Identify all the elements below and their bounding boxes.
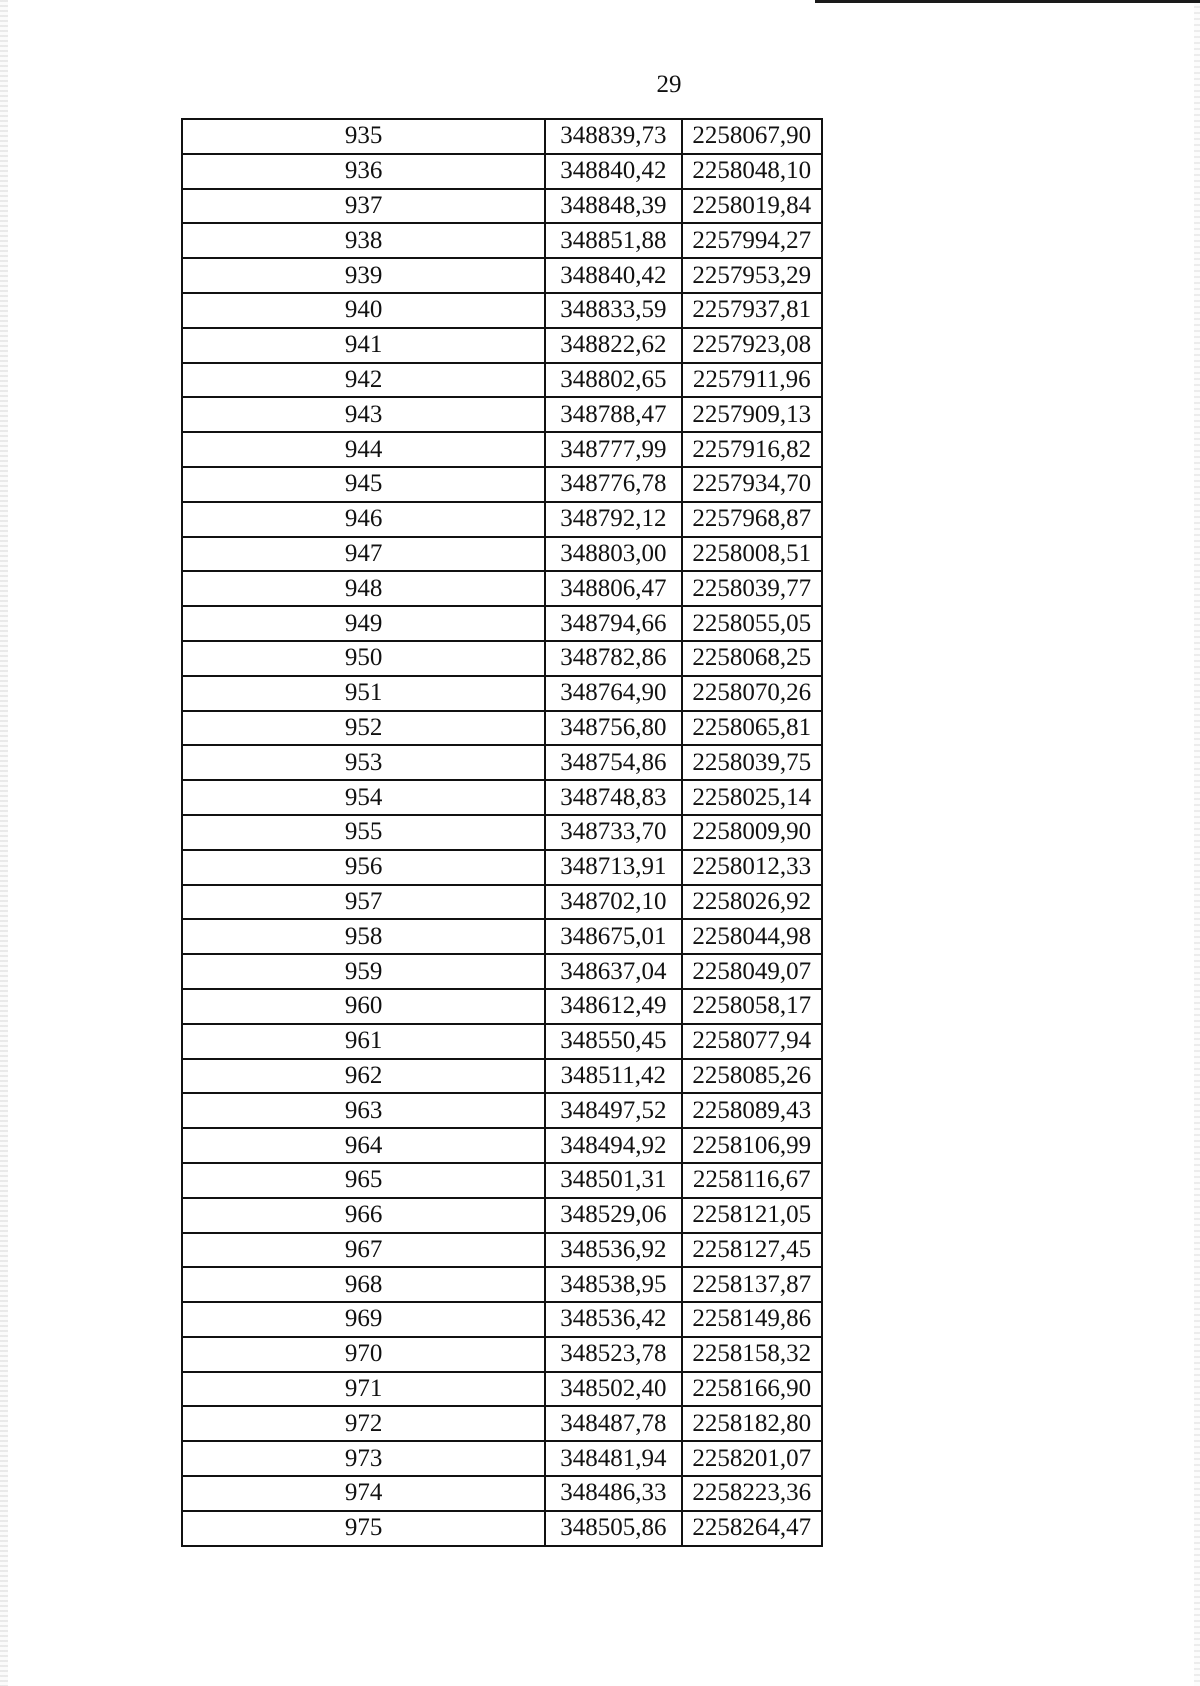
y-coordinate-cell: 2258106,99 bbox=[682, 1128, 822, 1163]
point-number-cell: 946 bbox=[182, 502, 545, 537]
y-coordinate-cell: 2258223,36 bbox=[682, 1476, 822, 1511]
point-number-cell: 951 bbox=[182, 676, 545, 711]
table-row bbox=[182, 676, 822, 711]
y-coordinate-cell: 2257953,29 bbox=[682, 258, 822, 293]
top-rule bbox=[815, 0, 1200, 3]
x-coordinate-cell: 348702,10 bbox=[545, 885, 681, 920]
y-coordinate-cell: 2257937,81 bbox=[682, 293, 822, 328]
x-coordinate-cell: 348502,40 bbox=[545, 1372, 681, 1407]
table-row bbox=[182, 432, 822, 467]
table-row bbox=[182, 954, 822, 989]
y-coordinate-cell: 2258048,10 bbox=[682, 154, 822, 189]
point-number-cell: 973 bbox=[182, 1441, 545, 1476]
table-row bbox=[182, 1163, 822, 1198]
point-number-cell: 972 bbox=[182, 1406, 545, 1441]
x-coordinate-cell: 348792,12 bbox=[545, 502, 681, 537]
point-number-cell: 944 bbox=[182, 432, 545, 467]
y-coordinate-cell: 2258058,17 bbox=[682, 989, 822, 1024]
page-number: 29 bbox=[656, 71, 682, 98]
x-coordinate-cell: 348822,62 bbox=[545, 328, 681, 363]
point-number-cell: 958 bbox=[182, 919, 545, 954]
table-row bbox=[182, 1476, 822, 1511]
point-number-cell: 956 bbox=[182, 850, 545, 885]
y-coordinate-cell: 2257916,82 bbox=[682, 432, 822, 467]
x-coordinate-cell: 348536,42 bbox=[545, 1302, 681, 1337]
y-coordinate-cell: 2257909,13 bbox=[682, 397, 822, 432]
x-coordinate-cell: 348494,92 bbox=[545, 1128, 681, 1163]
x-coordinate-cell: 348675,01 bbox=[545, 919, 681, 954]
point-number-cell: 955 bbox=[182, 815, 545, 850]
point-number-cell: 935 bbox=[182, 119, 545, 154]
y-coordinate-cell: 2258166,90 bbox=[682, 1372, 822, 1407]
point-number-cell: 957 bbox=[182, 885, 545, 920]
y-coordinate-cell: 2258049,07 bbox=[682, 954, 822, 989]
y-coordinate-cell: 2258127,45 bbox=[682, 1233, 822, 1268]
table-row bbox=[182, 745, 822, 780]
coordinates-table-body bbox=[182, 119, 822, 1546]
table-row bbox=[182, 119, 822, 154]
point-number-cell: 970 bbox=[182, 1337, 545, 1372]
point-number-cell: 948 bbox=[182, 571, 545, 606]
y-coordinate-cell: 2257994,27 bbox=[682, 223, 822, 258]
x-coordinate-cell: 348497,52 bbox=[545, 1093, 681, 1128]
y-coordinate-cell: 2257934,70 bbox=[682, 467, 822, 502]
point-number-cell: 941 bbox=[182, 328, 545, 363]
point-number-cell: 961 bbox=[182, 1024, 545, 1059]
point-number-cell: 947 bbox=[182, 537, 545, 572]
x-coordinate-cell: 348612,49 bbox=[545, 989, 681, 1024]
y-coordinate-cell: 2257968,87 bbox=[682, 502, 822, 537]
y-coordinate-cell: 2258039,75 bbox=[682, 745, 822, 780]
x-coordinate-cell: 348505,86 bbox=[545, 1511, 681, 1546]
table-row bbox=[182, 154, 822, 189]
y-coordinate-cell: 2258264,47 bbox=[682, 1511, 822, 1546]
x-coordinate-cell: 348733,70 bbox=[545, 815, 681, 850]
x-coordinate-cell: 348839,73 bbox=[545, 119, 681, 154]
x-coordinate-cell: 348777,99 bbox=[545, 432, 681, 467]
table-row bbox=[182, 1198, 822, 1233]
table-row bbox=[182, 1337, 822, 1372]
table-row bbox=[182, 1059, 822, 1094]
table-row bbox=[182, 1267, 822, 1302]
x-coordinate-cell: 348833,59 bbox=[545, 293, 681, 328]
y-coordinate-cell: 2258067,90 bbox=[682, 119, 822, 154]
x-coordinate-cell: 348754,86 bbox=[545, 745, 681, 780]
table-row bbox=[182, 1024, 822, 1059]
point-number-cell: 938 bbox=[182, 223, 545, 258]
table-row bbox=[182, 537, 822, 572]
table-row bbox=[182, 919, 822, 954]
y-coordinate-cell: 2258008,51 bbox=[682, 537, 822, 572]
x-coordinate-cell: 348637,04 bbox=[545, 954, 681, 989]
x-coordinate-cell: 348788,47 bbox=[545, 397, 681, 432]
y-coordinate-cell: 2258182,80 bbox=[682, 1406, 822, 1441]
table-row bbox=[182, 989, 822, 1024]
y-coordinate-cell: 2257923,08 bbox=[682, 328, 822, 363]
y-coordinate-cell: 2258201,07 bbox=[682, 1441, 822, 1476]
point-number-cell: 962 bbox=[182, 1059, 545, 1094]
point-number-cell: 969 bbox=[182, 1302, 545, 1337]
point-number-cell: 943 bbox=[182, 397, 545, 432]
table-row bbox=[182, 1441, 822, 1476]
table-row bbox=[182, 467, 822, 502]
table-row bbox=[182, 571, 822, 606]
point-number-cell: 967 bbox=[182, 1233, 545, 1268]
y-coordinate-cell: 2258116,67 bbox=[682, 1163, 822, 1198]
point-number-cell: 971 bbox=[182, 1372, 545, 1407]
x-coordinate-cell: 348713,91 bbox=[545, 850, 681, 885]
point-number-cell: 942 bbox=[182, 363, 545, 398]
y-coordinate-cell: 2258026,92 bbox=[682, 885, 822, 920]
x-coordinate-cell: 348840,42 bbox=[545, 154, 681, 189]
y-coordinate-cell: 2258068,25 bbox=[682, 641, 822, 676]
point-number-cell: 939 bbox=[182, 258, 545, 293]
point-number-cell: 966 bbox=[182, 1198, 545, 1233]
x-coordinate-cell: 348487,78 bbox=[545, 1406, 681, 1441]
x-coordinate-cell: 348764,90 bbox=[545, 676, 681, 711]
x-coordinate-cell: 348756,80 bbox=[545, 711, 681, 746]
y-coordinate-cell: 2258019,84 bbox=[682, 189, 822, 224]
x-coordinate-cell: 348481,94 bbox=[545, 1441, 681, 1476]
x-coordinate-cell: 348748,83 bbox=[545, 780, 681, 815]
table-row bbox=[182, 258, 822, 293]
y-coordinate-cell: 2258012,33 bbox=[682, 850, 822, 885]
scan-left-edge bbox=[0, 0, 8, 1686]
y-coordinate-cell: 2258055,05 bbox=[682, 606, 822, 641]
table-row bbox=[182, 293, 822, 328]
point-number-cell: 952 bbox=[182, 711, 545, 746]
table-row bbox=[182, 815, 822, 850]
table-row bbox=[182, 1302, 822, 1337]
point-number-cell: 949 bbox=[182, 606, 545, 641]
table-row bbox=[182, 1406, 822, 1441]
y-coordinate-cell: 2258039,77 bbox=[682, 571, 822, 606]
y-coordinate-cell: 2258158,32 bbox=[682, 1337, 822, 1372]
x-coordinate-cell: 348803,00 bbox=[545, 537, 681, 572]
y-coordinate-cell: 2258149,86 bbox=[682, 1302, 822, 1337]
y-coordinate-cell: 2258009,90 bbox=[682, 815, 822, 850]
table-row bbox=[182, 711, 822, 746]
table-row bbox=[182, 502, 822, 537]
x-coordinate-cell: 348511,42 bbox=[545, 1059, 681, 1094]
scan-right-edge bbox=[1194, 0, 1200, 1686]
table-row bbox=[182, 885, 822, 920]
point-number-cell: 959 bbox=[182, 954, 545, 989]
x-coordinate-cell: 348538,95 bbox=[545, 1267, 681, 1302]
table-row bbox=[182, 189, 822, 224]
point-number-cell: 960 bbox=[182, 989, 545, 1024]
coordinates-table bbox=[181, 118, 823, 1547]
y-coordinate-cell: 2258065,81 bbox=[682, 711, 822, 746]
table-row bbox=[182, 1233, 822, 1268]
y-coordinate-cell: 2258070,26 bbox=[682, 676, 822, 711]
y-coordinate-cell: 2258077,94 bbox=[682, 1024, 822, 1059]
x-coordinate-cell: 348848,39 bbox=[545, 189, 681, 224]
table-row bbox=[182, 397, 822, 432]
table-row bbox=[182, 780, 822, 815]
x-coordinate-cell: 348802,65 bbox=[545, 363, 681, 398]
x-coordinate-cell: 348851,88 bbox=[545, 223, 681, 258]
table-row bbox=[182, 1093, 822, 1128]
point-number-cell: 954 bbox=[182, 780, 545, 815]
point-number-cell: 937 bbox=[182, 189, 545, 224]
y-coordinate-cell: 2258089,43 bbox=[682, 1093, 822, 1128]
x-coordinate-cell: 348840,42 bbox=[545, 258, 681, 293]
point-number-cell: 953 bbox=[182, 745, 545, 780]
point-number-cell: 975 bbox=[182, 1511, 545, 1546]
y-coordinate-cell: 2258121,05 bbox=[682, 1198, 822, 1233]
x-coordinate-cell: 348536,92 bbox=[545, 1233, 681, 1268]
table-row bbox=[182, 223, 822, 258]
table-row bbox=[182, 850, 822, 885]
table-row bbox=[182, 606, 822, 641]
y-coordinate-cell: 2258085,26 bbox=[682, 1059, 822, 1094]
x-coordinate-cell: 348550,45 bbox=[545, 1024, 681, 1059]
table-row bbox=[182, 363, 822, 398]
point-number-cell: 940 bbox=[182, 293, 545, 328]
x-coordinate-cell: 348776,78 bbox=[545, 467, 681, 502]
point-number-cell: 945 bbox=[182, 467, 545, 502]
x-coordinate-cell: 348782,86 bbox=[545, 641, 681, 676]
x-coordinate-cell: 348501,31 bbox=[545, 1163, 681, 1198]
point-number-cell: 974 bbox=[182, 1476, 545, 1511]
x-coordinate-cell: 348486,33 bbox=[545, 1476, 681, 1511]
point-number-cell: 936 bbox=[182, 154, 545, 189]
x-coordinate-cell: 348794,66 bbox=[545, 606, 681, 641]
x-coordinate-cell: 348806,47 bbox=[545, 571, 681, 606]
x-coordinate-cell: 348529,06 bbox=[545, 1198, 681, 1233]
y-coordinate-cell: 2257911,96 bbox=[682, 363, 822, 398]
x-coordinate-cell: 348523,78 bbox=[545, 1337, 681, 1372]
point-number-cell: 963 bbox=[182, 1093, 545, 1128]
point-number-cell: 968 bbox=[182, 1267, 545, 1302]
table-row bbox=[182, 1511, 822, 1546]
point-number-cell: 950 bbox=[182, 641, 545, 676]
table-row bbox=[182, 641, 822, 676]
table-row bbox=[182, 328, 822, 363]
y-coordinate-cell: 2258137,87 bbox=[682, 1267, 822, 1302]
y-coordinate-cell: 2258025,14 bbox=[682, 780, 822, 815]
table-row bbox=[182, 1372, 822, 1407]
y-coordinate-cell: 2258044,98 bbox=[682, 919, 822, 954]
table-row bbox=[182, 1128, 822, 1163]
point-number-cell: 965 bbox=[182, 1163, 545, 1198]
point-number-cell: 964 bbox=[182, 1128, 545, 1163]
